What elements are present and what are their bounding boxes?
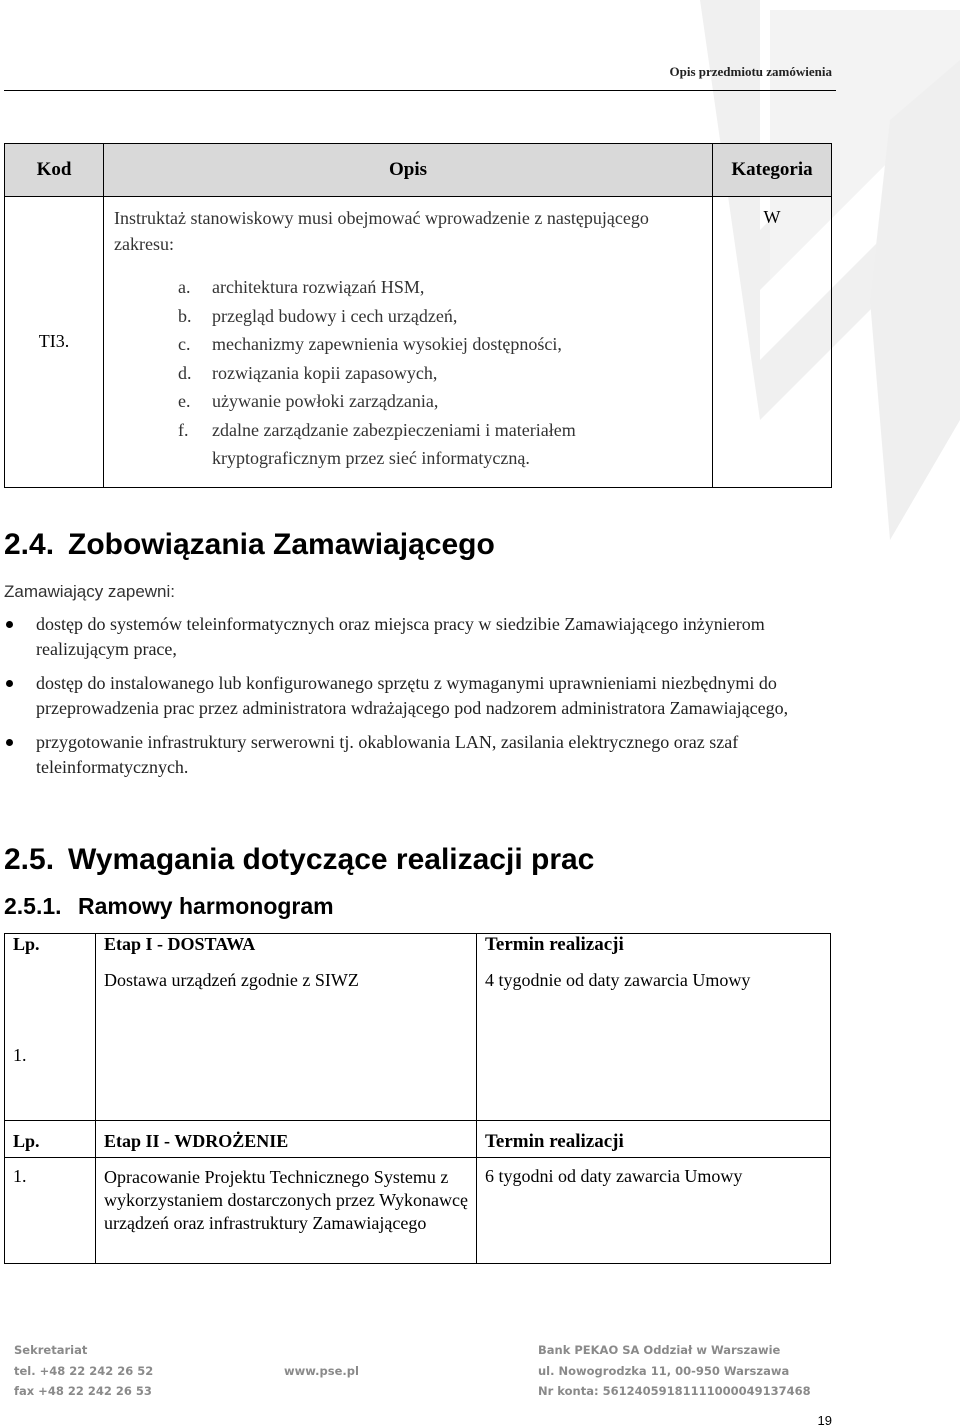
column-header-stage: Etap II - WDROŻENIE	[104, 1131, 289, 1151]
section-title: Wymagania dotyczące realizacji prac	[68, 843, 595, 876]
table-row	[5, 960, 831, 1121]
footer-bank	[538, 1340, 811, 1402]
footer-account: Nr konta: 56124059181111000049137468	[538, 1384, 811, 1398]
list-item-text: dostęp do systemów teleinformatycznych oraz miejsca pracy w siedzibie Zamawiającego inżynierom realizującym prace,	[36, 614, 765, 659]
footer-address: ul. Nowogrodzka 11, 00-950 Warszawa	[538, 1363, 790, 1378]
list-item-text: zdalne zarządzanie zabezpieczeniami i materiałem kryptograficznym przez sieć informatyczną.	[212, 419, 576, 468]
page-footer	[0, 1340, 960, 1426]
column-header-stage: Etap I - DOSTAWA	[96, 934, 477, 961]
list-item-text: dostęp do instalowanego lub konfigurowanego sprzętu z wymaganymi uprawnieniami niezbędnymi do przeprowadzenia prac przez administratora wdrażającego pod nadzorem administratora Zamawiającego,	[36, 673, 789, 718]
bullet-icon	[6, 739, 13, 746]
list-item-text: architektura rozwiązań HSM,	[212, 277, 425, 297]
list-marker: a.	[178, 277, 191, 297]
column-header-code: Kod	[5, 144, 104, 197]
list-item	[178, 302, 702, 331]
list-item	[178, 387, 702, 416]
list-marker: e.	[178, 391, 191, 411]
table-row	[5, 197, 832, 488]
requirement-intro: Instruktaż stanowiskowy musi obejmować wprowadzenie z następującego zakresu:	[114, 208, 649, 254]
stage1-header-row	[5, 934, 831, 961]
bullet-icon	[6, 621, 13, 628]
footer-website[interactable]: www.pse.pl	[284, 1364, 359, 1378]
list-marker: d.	[178, 362, 192, 383]
list-item	[178, 330, 702, 359]
list-item-text: przegląd budowy i cech urządzeń,	[212, 305, 458, 326]
list-marker: f.	[178, 419, 189, 440]
section-title: Zobowiązania Zamawiającego	[68, 528, 495, 561]
list-item-text: rozwiązania kopii zapasowych,	[212, 362, 438, 383]
stage2-term: 6 tygodni od daty zawarcia Umowy	[477, 1158, 831, 1264]
section-heading-obligations	[4, 528, 495, 562]
table-row	[5, 1158, 831, 1264]
list-marker: b.	[178, 305, 192, 326]
page-number: 19	[817, 1413, 832, 1428]
stage2-lp: 1.	[5, 1158, 96, 1264]
header-divider	[4, 90, 836, 91]
list-item	[178, 416, 702, 473]
section-heading-requirements	[4, 843, 594, 877]
subsection-heading-schedule	[4, 893, 334, 920]
list-marker: c.	[178, 334, 191, 354]
column-header-description: Opis	[104, 144, 713, 197]
footer-phone: tel. +48 22 242 26 52	[14, 1363, 154, 1378]
requirement-scope-list	[114, 273, 702, 473]
footer-office: Sekretariat	[14, 1343, 88, 1357]
section-title: Ramowy harmonogram	[78, 893, 334, 919]
footer-bank-name: Bank PEKAO SA Oddział w Warszawie	[538, 1343, 781, 1357]
obligations-intro: Zamawiający zapewni:	[4, 582, 176, 601]
section-number: 2.5.	[4, 843, 55, 876]
list-item	[4, 612, 834, 662]
column-header-lp: Lp.	[5, 934, 96, 961]
column-header-term: Termin realizacji	[477, 1121, 831, 1158]
column-header-category: Kategoria	[713, 144, 832, 197]
requirement-code: TI3.	[5, 197, 104, 488]
obligations-list	[4, 612, 834, 789]
stage2-description: Opracowanie Projektu Technicznego Systemu z wykorzystaniem dostarczonych przez Wykonawcę urządzeń oraz infrastruktury Zamawiającego	[96, 1158, 477, 1264]
section-number: 2.4.	[4, 528, 55, 561]
stage1-term: 4 tygodnie od daty zawarcia Umowy	[477, 960, 831, 1121]
list-item-text: używanie powłoki zarządzania,	[212, 391, 439, 411]
stage2-header-row	[5, 1121, 831, 1158]
list-item	[178, 359, 702, 388]
requirements-table	[4, 143, 832, 488]
bullet-icon	[6, 680, 13, 687]
section-number: 2.5.1.	[4, 893, 62, 919]
requirement-category: W	[713, 197, 832, 488]
requirement-description	[104, 197, 713, 488]
list-item-text: mechanizmy zapewnienia wysokiej dostępności,	[212, 334, 562, 354]
list-item	[178, 273, 702, 302]
schedule-table	[4, 933, 831, 1264]
stage1-description: Dostawa urządzeń zgodnie z SIWZ	[96, 960, 477, 1121]
document-header-title: Opis przedmiotu zamówienia	[669, 64, 832, 79]
footer-contact	[14, 1340, 153, 1402]
column-header-term: Termin realizacji	[477, 934, 831, 961]
list-item-text: przygotowanie infrastruktury serwerowni tj. okablowania LAN, zasilania elektrycznego oraz szaf teleinformatycznych.	[36, 732, 739, 777]
stage1-lp: 1.	[5, 960, 96, 1121]
footer-fax: fax +48 22 242 26 53	[14, 1384, 152, 1398]
list-item	[4, 730, 834, 780]
column-header-lp: Lp.	[5, 1121, 96, 1158]
requirements-header-row	[5, 144, 832, 197]
list-item	[4, 671, 834, 721]
